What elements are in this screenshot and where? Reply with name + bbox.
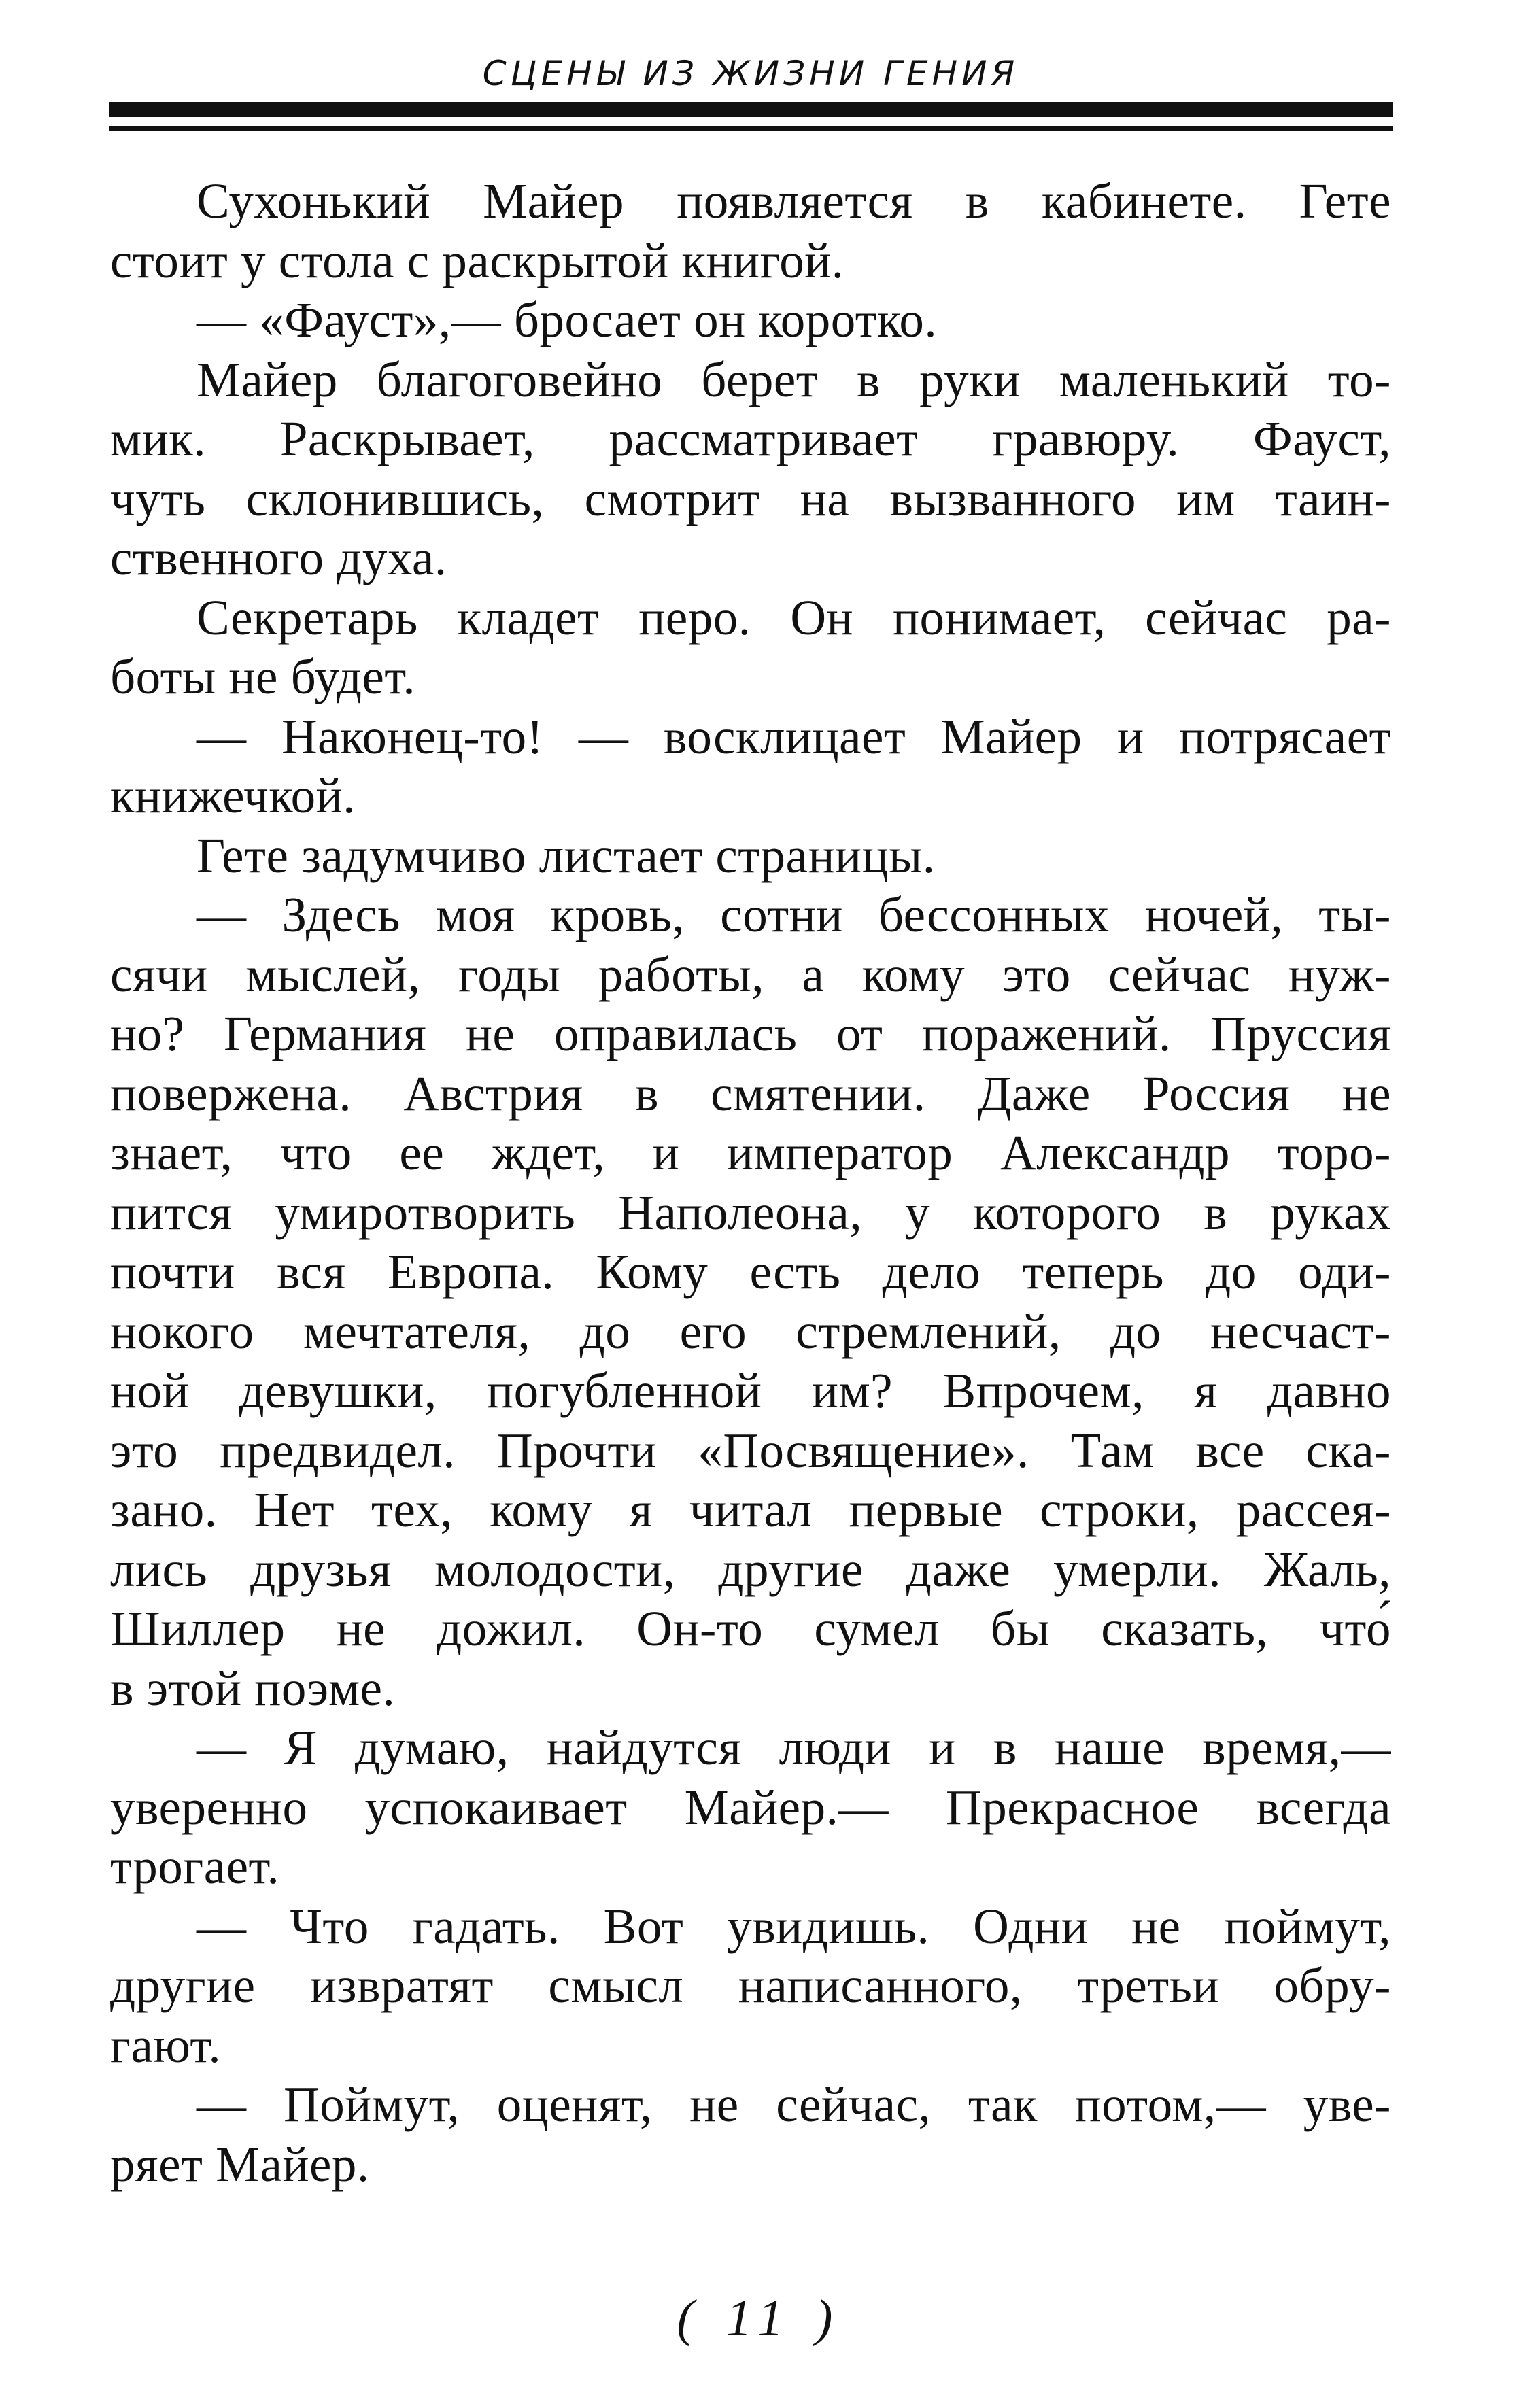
text-line: книжечкой. — [110, 768, 356, 823]
text-line: в этой поэме. — [110, 1660, 396, 1716]
text-line: — Поймут, оценят, не сейчас, так потом,— уве- — [197, 2077, 1391, 2132]
text-line: но? Германия не оправилась от поражений. Пруссия — [110, 1006, 1391, 1061]
text-line: мик. Раскрывает, рассматривает гравюру. Фауст, — [110, 411, 1391, 466]
text-line: — «Фауст»,— бросает он коротко. — [197, 292, 938, 347]
body-text — [110, 171, 1391, 2194]
text-line: Шиллер не дожил. Он-то сумел бы сказать, что́ — [110, 1601, 1391, 1656]
text-line: Гете задумчиво листает страницы. — [197, 827, 936, 883]
text-line: — Что гадать. Вот увидишь. Одни не поймут, — [197, 1898, 1391, 1954]
text-line: Секретарь кладет перо. Он понимает, сейчас ра- — [197, 589, 1391, 645]
page-number: ( 11 ) — [677, 2290, 842, 2347]
running-title: СЦЕНЫ ИЗ ЖИЗНИ ГЕНИЯ — [482, 54, 1019, 93]
text-line: зано. Нет тех, кому я читал первые строки, рассея- — [110, 1482, 1391, 1537]
text-line: лись друзья молодости, другие даже умерли. Жаль, — [110, 1541, 1391, 1597]
text-line: чуть склонившись, смотрит на вызванного им таин- — [110, 470, 1391, 526]
text-line: пится умиротворить Наполеона, у которого в руках — [110, 1184, 1391, 1240]
text-line: ственного духа. — [110, 530, 447, 585]
text-line: ной девушки, погубленной им? Впрочем, я давно — [110, 1363, 1391, 1418]
text-line: гают. — [110, 2017, 222, 2073]
text-line: — Наконец-то! — восклицает Майер и потрясает — [197, 708, 1391, 764]
text-line: это предвидел. Прочти «Посвящение». Там все ска- — [110, 1422, 1391, 1478]
text-line: — Я думаю, найдутся люди и в наше время,— — [197, 1720, 1391, 1775]
text-line: Сухонький Майер появляется в кабинете. Гете — [197, 173, 1391, 228]
text-line: боты не будет. — [110, 649, 416, 704]
text-line: Майер благоговейно берет в руки маленький то- — [197, 351, 1391, 407]
text-line: нокого мечтателя, до его стремлений, до несчаст- — [110, 1303, 1391, 1359]
text-line: ряет Майер. — [110, 2136, 370, 2192]
text-line: другие извратят смысл написанного, третьи обру- — [110, 1958, 1391, 2013]
text-line: трогает. — [110, 1839, 280, 1894]
header-rule-thick — [109, 102, 1393, 117]
header-rule-thin — [109, 126, 1393, 131]
text-line: стоит у стола с раскрытой книгой. — [110, 233, 844, 288]
text-line: уверенно успокаивает Майер.— Прекрасное всегда — [110, 1779, 1391, 1835]
text-line: — Здесь моя кровь, сотни бессонных ночей, ты- — [197, 887, 1391, 942]
text-line: знает, что ее ждет, и император Александр торо- — [110, 1125, 1391, 1180]
text-line: повержена. Австрия в смятении. Даже Россия не — [110, 1065, 1391, 1121]
text-line: сячи мыслей, годы работы, а кому это сейчас нуж- — [110, 946, 1391, 1002]
text-line: почти вся Европа. Кому есть дело теперь до оди- — [110, 1244, 1391, 1299]
